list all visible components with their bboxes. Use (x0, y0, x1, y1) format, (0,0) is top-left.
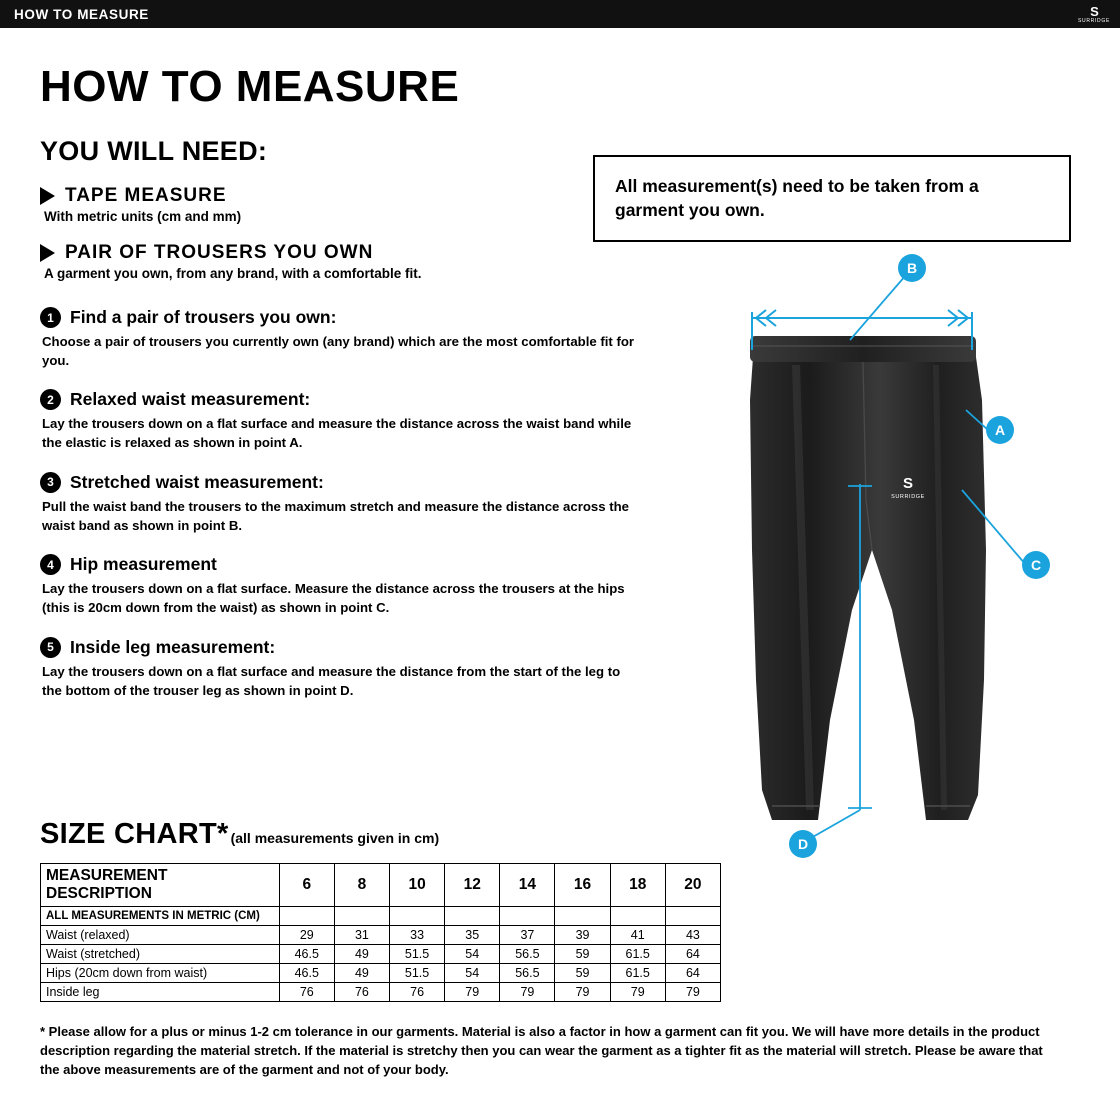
table-cell: 76 (279, 983, 334, 1002)
triangle-bullet-icon (40, 244, 55, 262)
trousers-body (750, 343, 986, 820)
row-label: Inside leg (41, 983, 280, 1002)
row-label: Waist (stretched) (41, 945, 280, 964)
table-cell: 79 (445, 983, 500, 1002)
table-cell: 41 (610, 926, 665, 945)
need-subtitle: A garment you own, from any brand, with a comfortable fit. (44, 266, 422, 281)
table-cell: 76 (390, 983, 445, 1002)
metric-note-cell: ALL MEASUREMENTS IN METRIC (CM) (41, 907, 280, 926)
table-cell: 64 (665, 945, 720, 964)
table-cell: 35 (445, 926, 500, 945)
need-subtitle: With metric units (cm and mm) (44, 209, 242, 224)
step-item (40, 472, 660, 535)
svg-text:SURRIDGE: SURRIDGE (891, 494, 925, 500)
table-cell: 59 (555, 945, 610, 964)
table-cell: 49 (334, 945, 389, 964)
step-title: Inside leg measurement: (70, 636, 276, 657)
table-cell (279, 907, 334, 926)
trousers-diagram (700, 250, 1100, 880)
column-header-size: 14 (500, 864, 555, 907)
step-body: Lay the trousers down on a flat surface and measure the distance across the waist band while the elastic is relaxed as shown in point A. (42, 416, 632, 451)
table-cell (390, 907, 445, 926)
table-cell: 43 (665, 926, 720, 945)
column-header-size: 20 (665, 864, 720, 907)
step-heading (40, 389, 660, 410)
step-title: Find a pair of trousers you own: (70, 307, 337, 327)
table-row (41, 926, 721, 945)
step-title: Relaxed waist measurement: (70, 389, 311, 410)
size-chart-table (40, 863, 721, 1002)
step-heading (40, 307, 660, 328)
table-cell: 51.5 (390, 964, 445, 983)
need-title: PAIR OF TROUSERS YOU OWN (65, 242, 374, 263)
table-cell (610, 907, 665, 926)
table-row (41, 964, 721, 983)
page-title: HOW TO MEASURE (40, 62, 460, 111)
table-cell: 59 (555, 964, 610, 983)
svg-text:B: B (906, 260, 918, 276)
need-title: TAPE MEASURE (65, 185, 227, 206)
size-chart-title-note: (all measurements given in cm) (230, 830, 440, 846)
size-chart-title-text: SIZE CHART* (40, 818, 229, 850)
step-heading (40, 554, 660, 575)
surridge-logo (1078, 5, 1110, 24)
column-header-size: 6 (279, 864, 334, 907)
table-cell: 29 (279, 926, 334, 945)
size-chart-section (40, 818, 1080, 1002)
row-label: Waist (relaxed) (41, 926, 280, 945)
table-cell: 31 (334, 926, 389, 945)
table-cell: 39 (555, 926, 610, 945)
table-row (41, 983, 721, 1002)
table-header-row (41, 864, 721, 907)
table-cell: 76 (334, 983, 389, 1002)
table-row (41, 907, 721, 926)
table-cell: 56.5 (500, 964, 555, 983)
step-number-badge: 4 (40, 554, 61, 575)
brand-name-label: SURRIDGE (1078, 17, 1110, 24)
top-bar-title: HOW TO MEASURE (14, 6, 149, 22)
step-number-badge: 2 (40, 389, 61, 410)
table-cell: 56.5 (500, 945, 555, 964)
table-cell (555, 907, 610, 926)
table-cell: 33 (390, 926, 445, 945)
measurement-notice-box: All measurement(s) need to be taken from a garment you own. (593, 155, 1071, 242)
trousers-illustration-svg (700, 250, 1100, 880)
step-body: Choose a pair of trousers you currently own (any brand) which are the most comfortable fit for you. (42, 334, 635, 368)
row-label: Hips (20cm down from waist) (41, 964, 280, 983)
size-chart-title (40, 818, 1080, 851)
step-item (40, 307, 660, 370)
step-number-badge: 3 (40, 472, 61, 493)
table-cell (500, 907, 555, 926)
table-row (41, 945, 721, 964)
table-cell: 61.5 (610, 945, 665, 964)
table-cell: 49 (334, 964, 389, 983)
step-title: Hip measurement (70, 554, 217, 575)
table-cell: 79 (610, 983, 665, 1002)
tolerance-footnote: * Please allow for a plus or minus 1-2 cm tolerance in our garments. Material is also a factor in how a garment can fit you. We will have more details in the product description regarding the material stretch. If the material is stretchy then you can wear the garment as a tighter fit as the material will stretch. Please be aware that the above measurements are of the garment and not of your body. (40, 1024, 1043, 1078)
table-cell: 37 (500, 926, 555, 945)
table-cell: 79 (500, 983, 555, 1002)
table-cell (445, 907, 500, 926)
column-header-size: 8 (334, 864, 389, 907)
step-item (40, 637, 660, 700)
table-cell: 79 (665, 983, 720, 1002)
svg-text:A: A (994, 422, 1006, 438)
column-header-size: 10 (390, 864, 445, 907)
table-cell: 79 (555, 983, 610, 1002)
column-header-description: MEASUREMENT DESCRIPTION (41, 864, 280, 907)
waistband (750, 336, 976, 362)
table-cell: 46.5 (279, 964, 334, 983)
table-cell: 51.5 (390, 945, 445, 964)
column-header-size: 16 (555, 864, 610, 907)
step-item (40, 389, 660, 452)
svg-text:C: C (1030, 557, 1042, 573)
step-body: Lay the trousers down on a flat surface. Measure the distance across the trousers at the hips (this is 20cm down from the waist) as shown in point C. (42, 581, 625, 616)
step-title: Stretched waist measurement: (70, 471, 324, 492)
step-body: Lay the trousers down on a flat surface and measure the distance from the start of the leg to the bottom of the trouser leg as shown in point D. (42, 663, 621, 698)
table-cell: 54 (445, 945, 500, 964)
table-cell: 54 (445, 964, 500, 983)
step-number-badge: 5 (40, 637, 61, 658)
table-cell (334, 907, 389, 926)
you-will-need-heading: YOU WILL NEED: (40, 136, 268, 166)
top-bar (0, 0, 1120, 28)
svg-text:S: S (902, 475, 914, 492)
column-header-size: 12 (445, 864, 500, 907)
step-heading (40, 472, 660, 493)
svg-text:D: D (797, 836, 809, 852)
step-item (40, 554, 660, 617)
brand-mark-icon: S (1090, 3, 1098, 19)
step-body: Pull the waist band the trousers to the maximum stretch and measure the distance across the waist band as shown in point B. (42, 498, 630, 533)
step-number-badge: 1 (40, 307, 61, 328)
table-cell (665, 907, 720, 926)
table-cell: 46.5 (279, 945, 334, 964)
table-cell: 64 (665, 964, 720, 983)
column-header-size: 18 (610, 864, 665, 907)
step-heading (40, 637, 660, 658)
table-cell: 61.5 (610, 964, 665, 983)
steps-list (40, 307, 660, 700)
triangle-bullet-icon (40, 187, 55, 205)
